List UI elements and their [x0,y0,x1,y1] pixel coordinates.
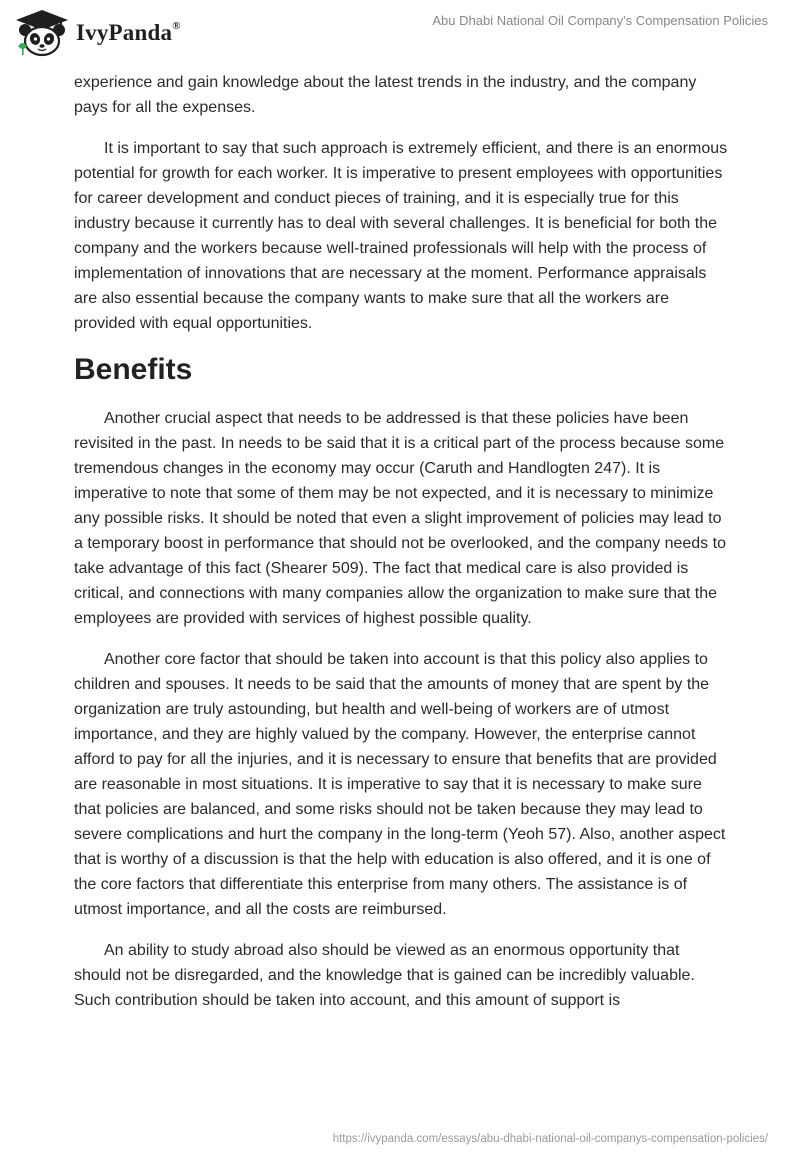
registered-mark: ® [172,20,181,33]
ivypanda-logo[interactable] [14,8,181,58]
panda-graduation-cap-icon [14,8,70,58]
brand-text: IvyPanda [76,20,173,45]
source-url[interactable]: https://ivypanda.com/essays/abu-dhabi-national-oil-companys-compensation-policies/ [332,1133,768,1145]
paragraph-benefits-2: Another core factor that should be taken into account is that this policy also applies to children and spouses. It needs to be said that the amounts of money that are spent by the organization are truly astounding, but health and well-being of workers are of utmost importance, and they are highly valued by the company. However, the enterprise cannot afford to pay for all the injuries, and it is necessary to ensure that benefits that are provided are reasonable in most situations. It is imperative to say that it is necessary to make sure that policies are balanced, and some risks should not be taken because they may lead to severe complications and hurt the company in the long-term (Yeoh 57). Also, another aspect that is worthy of a discussion is that the help with education is also offered, and it is one of the core factors that differentiate this enterprise from many others. The assistance is of utmost importance, and all the costs are reimbursed. [74,651,726,918]
paragraph-benefits-1: Another crucial aspect that needs to be addressed is that these policies have been revisited in the past. In needs to be said that it is a critical part of the process because some tremendous changes in the economy may occur (Caruth and Handlogten 247). It is imperative to note that some of them may be not expected, and it is necessary to minimize any possible risks. It should be noted that even a slight improvement of policies may lead to a temporary boost in performance that should not be overlooked, and the company needs to take advantage of this fact (Shearer 509). The fact that medical care is also provided is critical, and connections with many companies allow the organization to make sure that the employees are provided with services of highest possible quality. [74,410,726,627]
paragraph-intro-continued: experience and gain knowledge about the latest trends in the industry, and the company pays for all the expenses. [74,74,697,116]
paragraph-efficiency: It is important to say that such approach is extremely efficient, and there is an enormous potential for growth for each worker. It is imperative to present employees with opportunities for career development and conduct pieces of training, and it is especially true for this industry because it currently has to deal with several challenges. It is beneficial for both the company and the workers because well-trained professionals will help with the process of implementation of innovations that are necessary at the moment. Performance appraisals are also essential because the company wants to make sure that all the workers are provided with equal opportunities. [74,140,728,332]
brand-name [76,20,181,46]
page-header [0,0,800,66]
document-title: Abu Dhabi National Oil Company's Compensation Policies [432,13,768,28]
section-heading-benefits: Benefits [74,353,193,386]
paragraph-benefits-3: An ability to study abroad also should be viewed as an enormous opportunity that should not be disregarded, and the knowledge that is gained can be incredibly valuable. Such contribution should be taken into account, and this amount of support is [74,942,695,1009]
essay-content [74,70,730,1029]
